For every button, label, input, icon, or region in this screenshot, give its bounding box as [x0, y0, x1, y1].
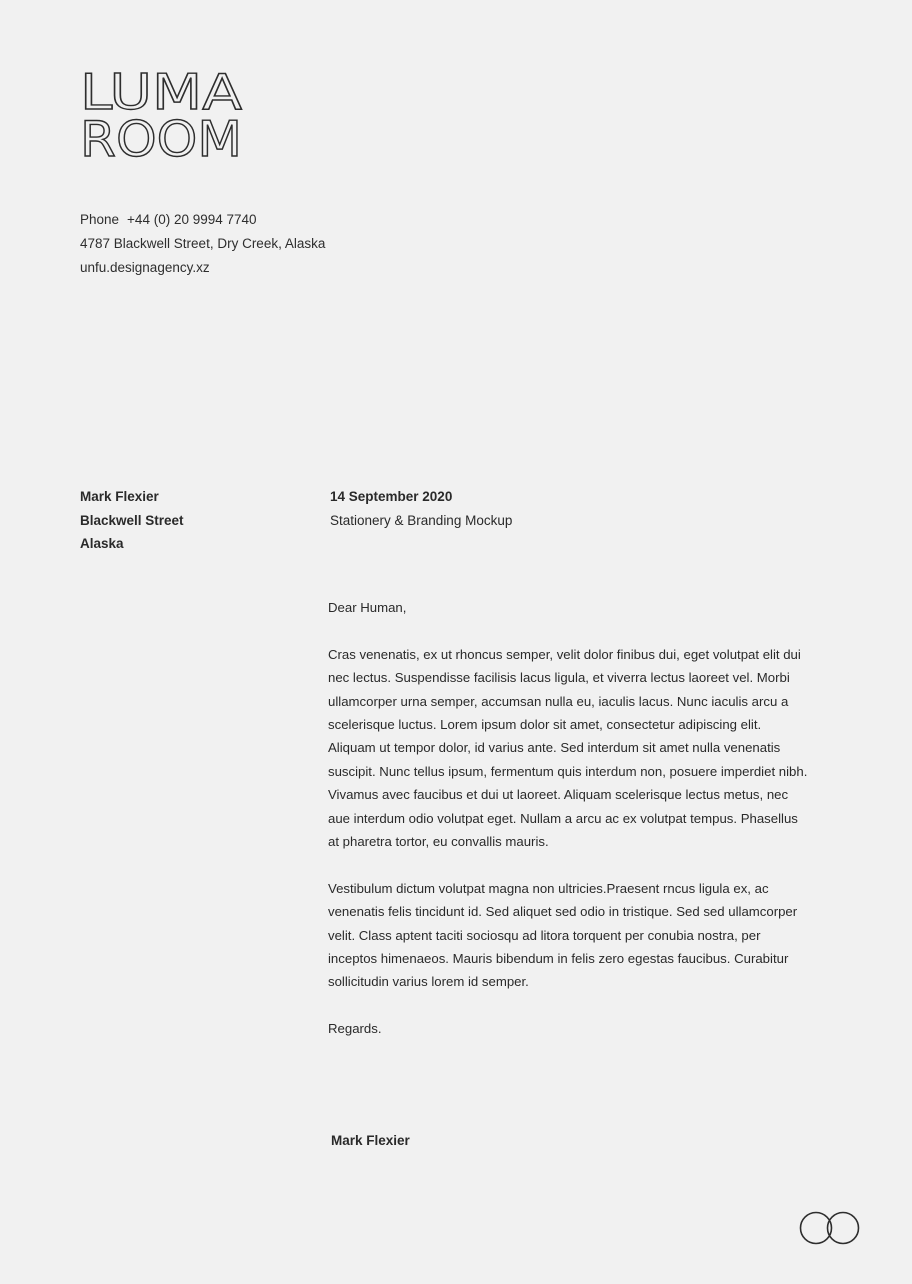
phone-line: [80, 208, 325, 232]
logo-line-1: LUMA: [80, 66, 243, 121]
logo-line-2: ROOM: [80, 111, 242, 158]
salutation: Dear Human,: [328, 600, 407, 615]
recipient-name: Mark Flexier: [80, 489, 159, 504]
letter-subject: Stationery & Branding Mockup: [330, 512, 513, 528]
recipient-block: [80, 485, 184, 556]
infinity-logo-icon: [798, 1209, 864, 1247]
contact-block: [80, 208, 325, 280]
phone-label: Phone: [80, 212, 120, 227]
recipient-street: Blackwell Street: [80, 512, 184, 528]
brand-logo: [80, 66, 250, 158]
address-line: 4787 Blackwell Street, Dry Creek, Alaska: [80, 236, 326, 251]
website-link[interactable]: unfu.designagency.xz: [80, 260, 210, 275]
closing: Regards.: [328, 1021, 382, 1037]
paragraph-2: Vestibulum dictum volutpat magna non ultricies.Praesent rncus ligula ex, ac venenatis felis tincidunt id. Sed aliquet sed odio in tristique. Sed sed ullamcorper velit. Class aptent taciti sociosqu ad litora torquent per conubia nostra, per inceptos himenaeos. Mauris bibendum in felis zero egestas faucibus. Curabitur sollicitudin varius lorem id semper.: [328, 880, 798, 990]
letter-body: [328, 596, 808, 1064]
recipient-region: Alaska: [80, 536, 124, 551]
signature-name: Mark Flexier: [331, 1133, 410, 1148]
paragraph-1: Cras venenatis, ex ut rhoncus semper, velit dolor finibus dui, eget volutpat elit dui nec lectus. Suspendisse facilisis lacus ligula, et viverra lectus laoreet vel. Morbi ullamcorper urna semper, accumsan nulla eu, iaculis lacus. Nunc iaculis arcu a scelerisque luctus. Lorem ipsum dolor sit amet, consectetur adipiscing elit. Aliquam ut tempor dolor, id varius ante. Sed interdum sit amet nulla venenatis suscipit. Nunc tellus ipsum, fermentum quis interdum non, posuere imperdiet nibh. Vivamus avec faucibus et dui ut laoreet. Aliquam scelerisque lectus metus, nec aue interdum odio volutpat eget. Nullam a arcu ac ex volutpat tempus. Phasellus at pharetra tortor, eu convallis mauris.: [328, 646, 808, 850]
phone-number[interactable]: +44 (0) 20 9994 7740: [127, 212, 257, 227]
letter-meta: [330, 485, 512, 532]
letter-date: 14 September 2020: [330, 489, 453, 504]
